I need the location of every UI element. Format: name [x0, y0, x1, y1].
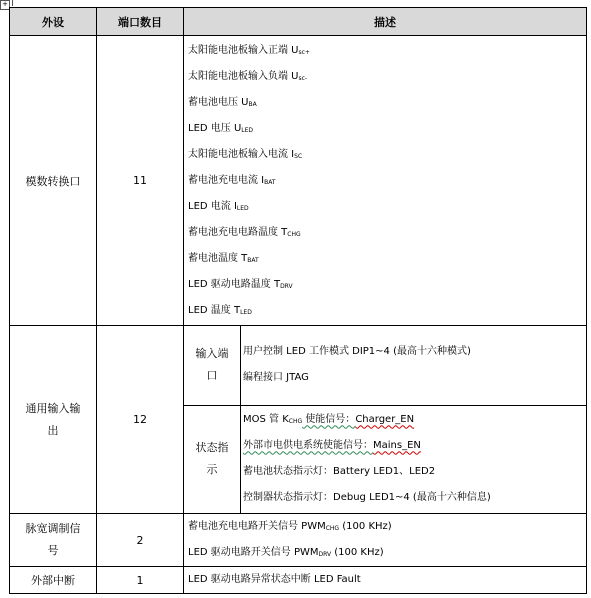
gpio-subtable	[184, 326, 586, 513]
row-name-text: 脉宽调制信号	[25, 522, 81, 557]
item-subscript: sc+	[298, 48, 310, 56]
subgroup-items	[241, 405, 587, 513]
table-row	[10, 567, 587, 594]
subgroup-label	[184, 326, 241, 405]
list-item	[188, 298, 586, 324]
row-name	[10, 326, 97, 514]
list-item	[188, 168, 586, 194]
item-prefix: 外部市电供电系统使能信号：	[243, 440, 373, 452]
row-description	[184, 514, 587, 567]
item-subscript: DRV	[318, 551, 332, 558]
list-item: 编程接口 JTAG	[243, 372, 309, 384]
item-text: 太阳能电池板输入正端 U	[188, 44, 299, 56]
item-prefix: MOS 管 K	[243, 414, 289, 426]
header-port-count: 端口数目	[97, 8, 184, 36]
item-subscript: CHG	[288, 418, 303, 426]
item-text: LED 电流 I	[188, 200, 237, 212]
row-name-text: 通用输入输出	[25, 401, 81, 437]
item-text: 太阳能电池板输入负端 U	[188, 70, 299, 82]
item-text: 蓄电池温度 T	[188, 252, 248, 264]
item-subscript: CHG	[287, 230, 301, 238]
list-item	[188, 38, 586, 64]
item-subscript: BAT	[247, 256, 259, 264]
item-subscript: SC	[294, 152, 303, 160]
list-item	[188, 540, 586, 566]
subgroup-row	[184, 405, 586, 513]
item-subscript: LED	[240, 308, 252, 316]
item-text: 蓄电池充电电路开关信号 PWM	[188, 521, 326, 532]
list-item	[188, 194, 586, 220]
item-subscript: sc-	[298, 74, 308, 82]
table-row	[10, 326, 587, 514]
subgroup-label-text: 状态指示	[195, 441, 229, 477]
item-text: LED 驱动电路异常状态中断 LED Fault	[188, 574, 361, 585]
item-suffix: (100 KHz)	[331, 547, 384, 558]
row-count: 1	[97, 567, 184, 594]
list-item	[188, 272, 586, 298]
item-subscript: CHG	[325, 525, 340, 532]
item-text: LED 电压 U	[188, 122, 242, 134]
row-count: 11	[97, 36, 184, 326]
item-text: 蓄电池电压 U	[188, 96, 249, 108]
header-peripheral: 外设	[10, 8, 97, 36]
row-description	[184, 567, 587, 594]
row-name: 模数转换口	[10, 36, 97, 326]
cursor-tick	[12, 0, 13, 6]
item-text: 蓄电池充电电路温度 T	[188, 226, 288, 238]
row-name	[10, 514, 97, 567]
item-signal: Charger_EN	[355, 414, 415, 426]
list-item	[188, 90, 586, 116]
list-item: 蓄电池状态指示灯：Battery LED1、LED2	[243, 466, 436, 478]
item-subscript: LED	[236, 204, 249, 212]
item-subscript: LED	[241, 126, 254, 134]
row-count: 12	[97, 326, 184, 514]
item-subscript: BA	[248, 100, 257, 108]
header-description: 描述	[184, 8, 587, 36]
row-description	[184, 36, 587, 326]
item-text: 太阳能电池板输入电流 I	[188, 148, 295, 160]
item-text: LED 温度 T	[188, 304, 241, 316]
list-item	[188, 220, 586, 246]
table-row	[10, 36, 587, 326]
list-item	[188, 514, 586, 540]
list-item	[188, 567, 586, 593]
item-text: 蓄电池充电电流 I	[188, 174, 265, 186]
item-text: LED 驱动电路开关信号 PWM	[188, 547, 319, 558]
header-row	[10, 8, 587, 36]
item-mid: 使能信号：	[302, 414, 356, 426]
item-signal: Mains_EN	[373, 440, 421, 452]
item-subscript: BAT	[264, 178, 276, 186]
list-item: 控制器状态指示灯：Debug LED1~4 (最高十六种信息)	[243, 492, 491, 504]
list-item	[188, 64, 586, 90]
list-item	[188, 246, 586, 272]
item-suffix: (100 KHz)	[339, 521, 392, 532]
list-item	[243, 433, 586, 459]
list-item	[243, 407, 586, 433]
subgroup-label-text: 输入端口	[195, 347, 229, 383]
subgroup-label	[184, 405, 241, 513]
table-row	[10, 514, 587, 567]
list-item: 用户控制 LED 工作模式 DIP1~4 (最高十六种模式)	[243, 346, 471, 358]
subgroup-items	[241, 326, 587, 405]
row-description	[184, 326, 587, 514]
table-move-handle[interactable]: +	[0, 0, 10, 10]
peripheral-table	[9, 7, 587, 594]
row-name: 外部中断	[10, 567, 97, 594]
item-text: LED 驱动电路温度 T	[188, 278, 281, 290]
list-item	[188, 142, 586, 168]
item-subscript: DRV	[280, 282, 293, 290]
row-count: 2	[97, 514, 184, 567]
subgroup-row	[184, 326, 586, 405]
list-item	[188, 116, 586, 142]
